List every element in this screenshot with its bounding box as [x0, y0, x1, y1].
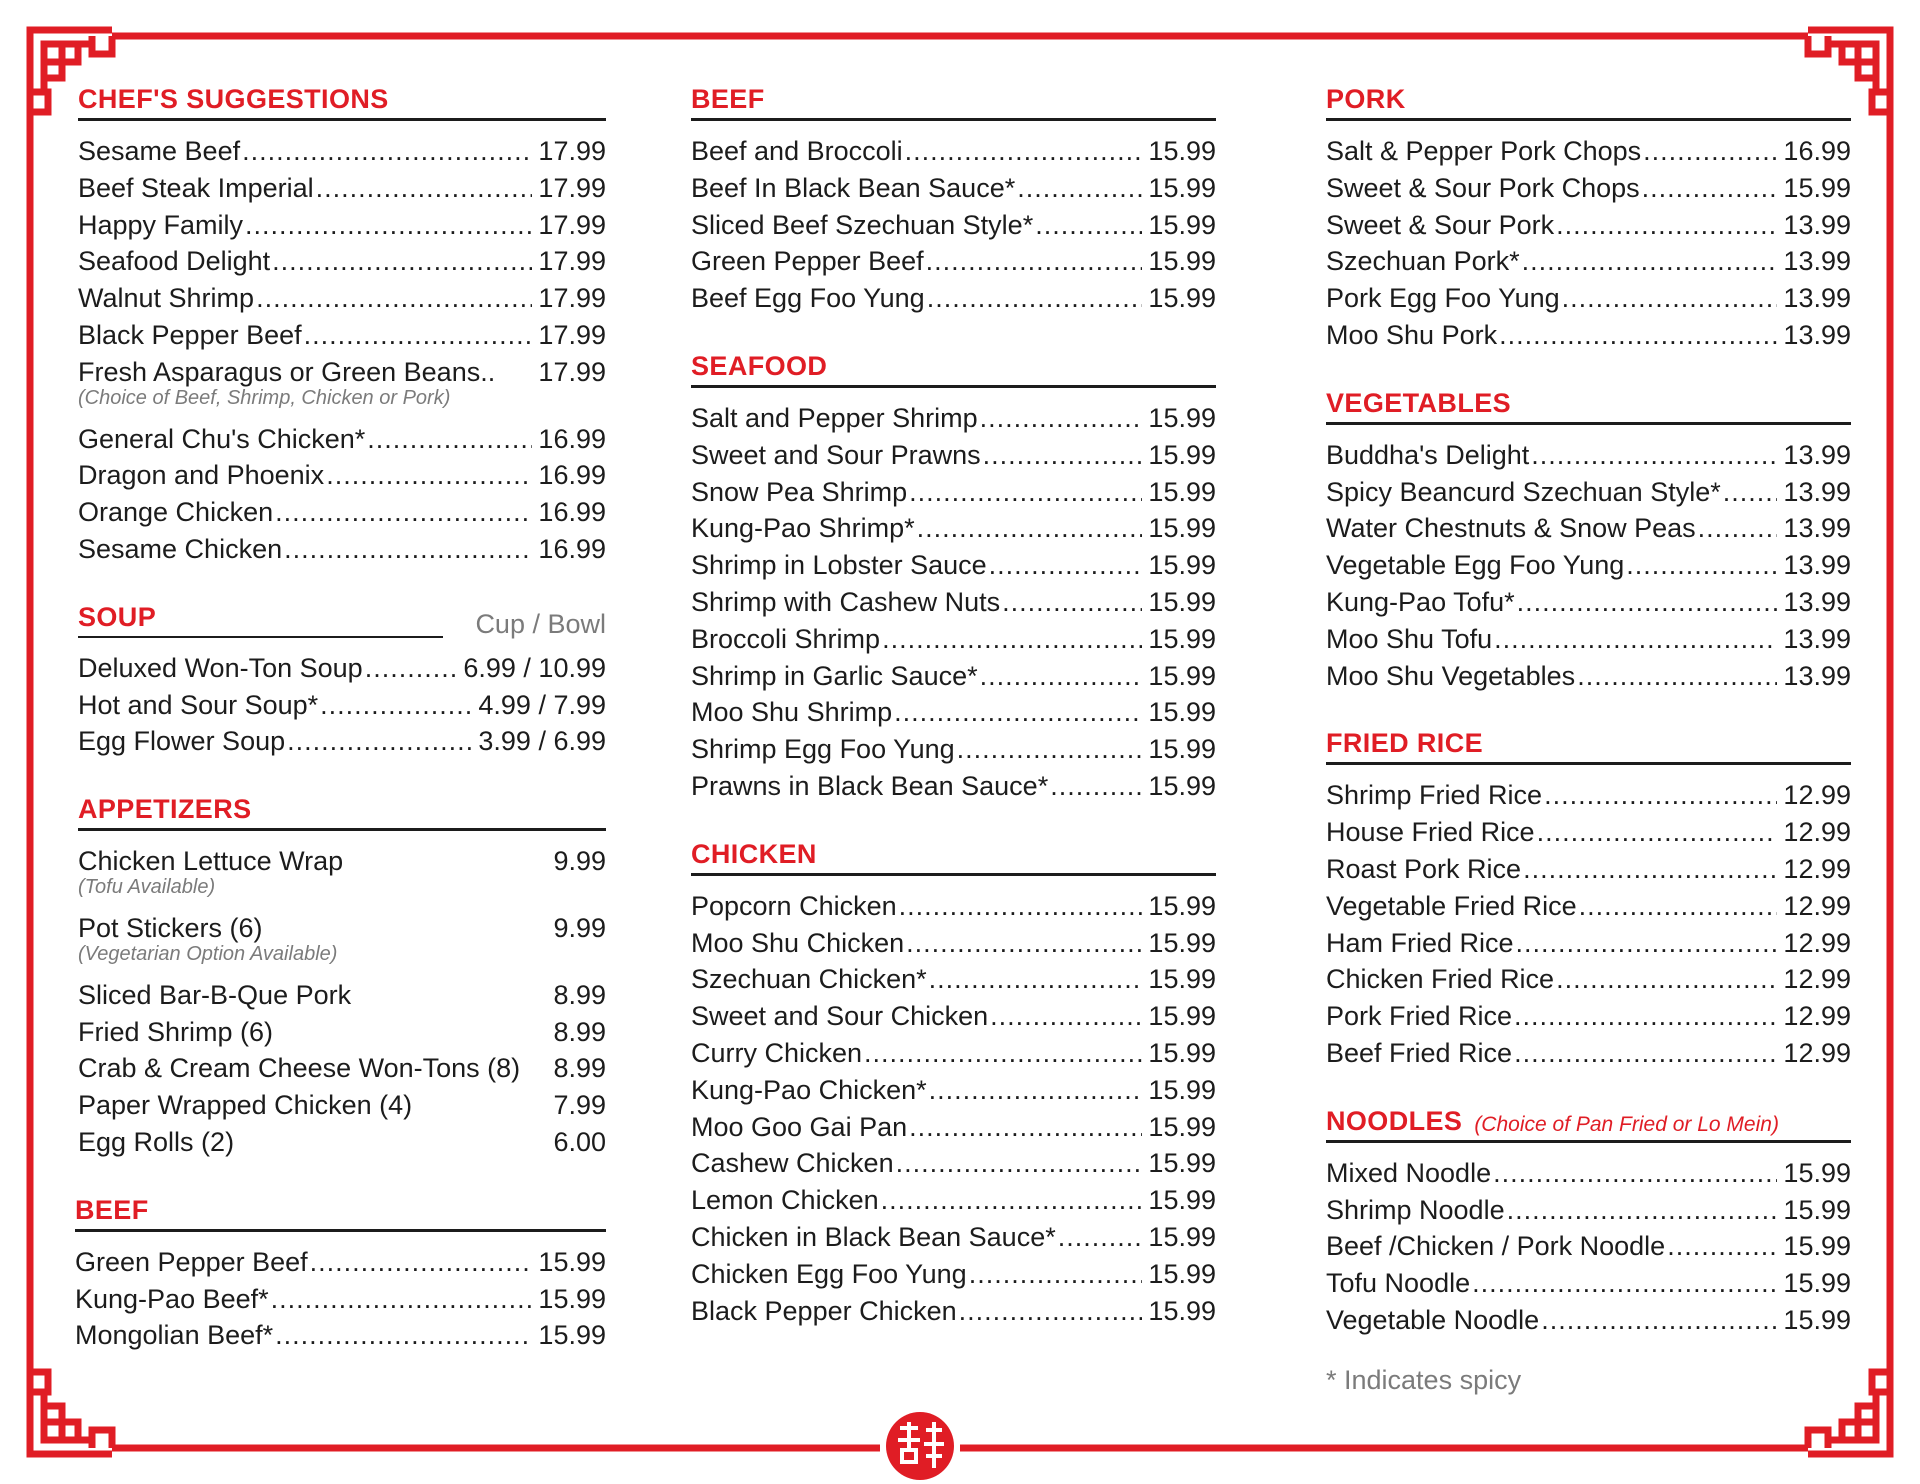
section-beef-left — [75, 1194, 606, 1354]
item-note: (Choice of Beef, Shrimp, Chicken or Pork) — [78, 386, 451, 409]
section-note: (Choice of Pan Fried or Lo Mein) — [1474, 1112, 1779, 1136]
menu-item: Green Pepper Beef ..... 15.99 — [75, 1244, 606, 1281]
menu-item: Chicken Egg Foo Yung ..... 15.99 — [691, 1256, 1216, 1293]
section-title: CHICKEN — [691, 838, 817, 869]
menu-item: Sliced Bar-B-Que Pork 8.99 — [78, 979, 606, 1010]
section-title: SEAFOOD — [691, 350, 828, 381]
menu-item: Shrimp Noodle ..... 15.99 — [1326, 1192, 1851, 1229]
menu-item: Moo Shu Vegetables ..... 13.99 — [1326, 658, 1851, 695]
menu-item: Beef Fried Rice ..... 12.99 — [1326, 1035, 1851, 1072]
menu-item: Roast Pork Rice ..... 12.99 — [1326, 851, 1851, 888]
menu-item: Dragon and Phoenix ..... 16.99 — [78, 457, 606, 494]
section-chicken — [691, 838, 1216, 1330]
section-appetizers — [78, 796, 606, 1161]
menu-item: Broccoli Shrimp ..... 15.99 — [691, 621, 1216, 658]
menu-item: Happy Family ..... 17.99 — [78, 207, 606, 244]
menu-item: Beef /Chicken / Pork Noodle ..... 15.99 — [1326, 1228, 1851, 1265]
menu-item: Shrimp Fried Rice ..... 12.99 — [1326, 777, 1851, 814]
menu-item: Moo Shu Tofu ..... 13.99 — [1326, 621, 1851, 658]
menu-item: Shrimp in Lobster Sauce ..... 15.99 — [691, 547, 1216, 584]
menu-item: Lemon Chicken ..... 15.99 — [691, 1182, 1216, 1219]
section-title: CHEF'S SUGGESTIONS — [78, 84, 389, 114]
menu-item: Szechuan Pork* ..... 13.99 — [1326, 243, 1851, 280]
menu-item: Moo Shu Chicken ..... 15.99 — [691, 925, 1216, 962]
menu-item: Water Chestnuts & Snow Peas ..... 13.99 — [1326, 510, 1851, 547]
menu-item: Moo Shu Pork ..... 13.99 — [1326, 317, 1851, 354]
menu-item: Cashew Chicken ..... 15.99 — [691, 1145, 1216, 1182]
section-title: APPETIZERS — [78, 794, 252, 825]
menu-item: Green Pepper Beef ..... 15.99 — [691, 243, 1216, 280]
menu-column-right — [1326, 86, 1851, 1396]
section-seafood — [691, 350, 1216, 805]
menu-item: Beef Steak Imperial ..... 17.99 — [78, 170, 606, 207]
menu-item: Pork Egg Foo Yung ..... 13.99 — [1326, 280, 1851, 317]
menu-item: General Chu's Chicken* ..... 16.99 — [78, 421, 606, 458]
menu-item: Vegetable Egg Foo Yung ..... 13.99 — [1326, 547, 1851, 584]
menu-item: Shrimp in Garlic Sauce* ..... 15.99 — [691, 658, 1216, 695]
menu-item: Tofu Noodle ..... 15.99 — [1326, 1265, 1851, 1302]
menu-item: Kung-Pao Beef* ..... 15.99 — [75, 1281, 606, 1318]
item-note: (Tofu Available) — [78, 875, 216, 898]
menu-item: Beef and Broccoli ..... 15.99 — [691, 133, 1216, 170]
menu-item: House Fried Rice ..... 12.99 — [1326, 814, 1851, 851]
section-pork — [1326, 86, 1851, 354]
menu-item: Black Pepper Beef ..... 17.99 — [78, 317, 606, 354]
menu-item: Seafood Delight ..... 17.99 — [78, 243, 606, 280]
menu-item: Snow Pea Shrimp ..... 15.99 — [691, 474, 1216, 511]
menu-item: Chicken in Black Bean Sauce* ..... 15.99 — [691, 1219, 1216, 1256]
spicy-indicator-note: * Indicates spicy — [1326, 1364, 1522, 1395]
menu-item: Vegetable Fried Rice ..... 12.99 — [1326, 888, 1851, 925]
soup-size-label: Cup / Bowl — [475, 608, 606, 639]
menu-item: Walnut Shrimp ..... 17.99 — [78, 280, 606, 317]
menu-item: Sweet and Sour Chicken ..... 15.99 — [691, 998, 1216, 1035]
section-vegetables — [1326, 387, 1851, 695]
menu-item: Moo Shu Shrimp ..... 15.99 — [691, 694, 1216, 731]
double-happiness-emblem-icon — [886, 1412, 954, 1480]
menu-item: Szechuan Chicken* ..... 15.99 — [691, 961, 1216, 998]
section-fried-rice — [1326, 730, 1851, 1071]
section-soup — [78, 601, 606, 760]
menu-item: Sesame Chicken ..... 16.99 — [78, 531, 606, 568]
menu-item: Fresh Asparagus or Green Beans.. 17.99 — [78, 356, 606, 387]
menu-column-left — [75, 84, 606, 1390]
item-note: (Vegetarian Option Available) — [78, 942, 338, 965]
menu-item: Beef Egg Foo Yung ..... 15.99 — [691, 280, 1216, 317]
section-title: SOUP — [78, 601, 157, 632]
menu-item: Spicy Beancurd Szechuan Style* ..... 13.99 — [1326, 474, 1851, 511]
menu-item: Pork Fried Rice ..... 12.99 — [1326, 998, 1851, 1035]
menu-item: Salt & Pepper Pork Chops ..... 16.99 — [1326, 133, 1851, 170]
menu-item: Salt and Pepper Shrimp ..... 15.99 — [691, 400, 1216, 437]
menu-item: Fried Shrimp (6) 8.99 — [78, 1016, 606, 1047]
section-title: BEEF — [691, 84, 765, 114]
menu-item: Shrimp Egg Foo Yung ..... 15.99 — [691, 731, 1216, 768]
menu-item: Chicken Fried Rice ..... 12.99 — [1326, 961, 1851, 998]
menu-item: Kung-Pao Chicken* ..... 15.99 — [691, 1072, 1216, 1109]
menu-item: Popcorn Chicken ..... 15.99 — [691, 888, 1216, 925]
menu-item: Prawns in Black Bean Sauce* ..... 15.99 — [691, 768, 1216, 805]
menu-item: Kung-Pao Tofu* ..... 13.99 — [1326, 584, 1851, 621]
menu-item: Kung-Pao Shrimp* ..... 15.99 — [691, 510, 1216, 547]
menu-item: Black Pepper Chicken ..... 15.99 — [691, 1293, 1216, 1330]
section-chefs-suggestions — [78, 86, 606, 568]
menu-item: Beef In Black Bean Sauce* ..... 15.99 — [691, 170, 1216, 207]
menu-item: Mixed Noodle ..... 15.99 — [1326, 1155, 1851, 1192]
menu-item: Paper Wrapped Chicken (4) 7.99 — [78, 1090, 606, 1121]
section-beef — [691, 86, 1216, 317]
section-title: NOODLES — [1326, 1105, 1463, 1136]
menu-item: Ham Fried Rice ..... 12.99 — [1326, 925, 1851, 962]
menu-item: Orange Chicken ..... 16.99 — [78, 494, 606, 531]
menu-item: Curry Chicken ..... 15.99 — [691, 1035, 1216, 1072]
menu-item: Egg Rolls (2) 6.00 — [78, 1126, 606, 1157]
menu-item: Hot and Sour Soup* ..... 4.99 / 7.99 — [78, 687, 606, 724]
menu-item: Vegetable Noodle ..... 15.99 — [1326, 1302, 1851, 1339]
menu-item: Sweet & Sour Pork ..... 13.99 — [1326, 207, 1851, 244]
menu-item: Chicken Lettuce Wrap 9.99 — [78, 846, 606, 877]
menu-item: Moo Goo Gai Pan ..... 15.99 — [691, 1109, 1216, 1146]
section-title: PORK — [1326, 84, 1406, 114]
menu-item: Deluxed Won-Ton Soup ..... 6.99 / 10.99 — [78, 650, 606, 687]
menu-item: Sweet and Sour Prawns ..... 15.99 — [691, 437, 1216, 474]
menu-item: Egg Flower Soup ..... 3.99 / 6.99 — [78, 723, 606, 760]
menu-item: Crab & Cream Cheese Won-Tons (8) 8.99 — [78, 1053, 606, 1084]
menu-item: Pot Stickers (6) 9.99 — [78, 912, 606, 943]
menu-item: Sweet & Sour Pork Chops ..... 15.99 — [1326, 170, 1851, 207]
menu-item: Sliced Beef Szechuan Style* ..... 15.99 — [691, 207, 1216, 244]
section-noodles — [1326, 1105, 1851, 1339]
section-title: BEEF — [75, 1194, 149, 1225]
menu-item: Sesame Beef ..... 17.99 — [78, 133, 606, 170]
section-title: VEGETABLES — [1326, 387, 1512, 418]
menu-column-middle — [691, 86, 1216, 1365]
menu-item: Mongolian Beef* ..... 15.99 — [75, 1317, 606, 1354]
menu-item: Shrimp with Cashew Nuts ..... 15.99 — [691, 584, 1216, 621]
menu-item: Buddha's Delight ..... 13.99 — [1326, 437, 1851, 474]
section-title: FRIED RICE — [1326, 728, 1484, 759]
